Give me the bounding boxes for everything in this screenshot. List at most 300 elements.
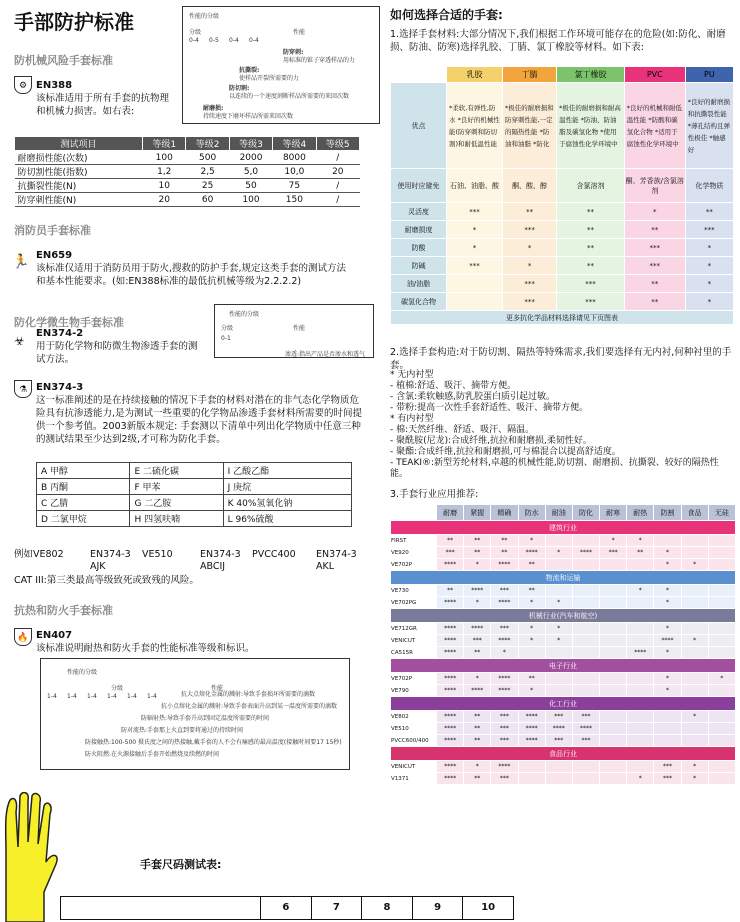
heat-desc: 该标准说明耐热和防火手套的性能标准等级和标识。	[36, 643, 255, 654]
cell: 100	[229, 193, 272, 207]
cell: *	[518, 597, 545, 609]
cell: 8000	[273, 151, 316, 165]
table-row	[15, 179, 360, 193]
cell: ****	[437, 597, 464, 609]
fire-desc: 该标准仅适用于消防员用于防火,搜救的防护手套,规定这类手套的测试方法和基本性能要求。(如:EN388标准的最低抗机械等级为2.2.2.2)	[36, 263, 347, 287]
cell	[708, 635, 735, 647]
row-label: 碳氢化合物	[391, 293, 447, 311]
ex-code: AKL	[316, 561, 335, 572]
cell: 10,0	[273, 165, 316, 179]
group-band: 建筑行业	[391, 521, 736, 535]
cell: ***	[447, 257, 503, 275]
cell: *	[654, 585, 681, 597]
cell	[572, 773, 599, 785]
ind-header: 防水	[518, 505, 545, 521]
cell	[447, 275, 503, 293]
use-cell: 酮、酸、醇	[503, 169, 557, 203]
cell	[600, 635, 627, 647]
use-cell: 酮、芳香族/含氯溶剂	[624, 169, 685, 203]
cell: /	[316, 193, 359, 207]
note: 用标准的锥子穿透样品的力	[283, 57, 356, 64]
flask-icon: ⚗	[14, 380, 32, 398]
product-name: VE510	[391, 723, 437, 735]
cell: ***	[624, 257, 685, 275]
th-blank	[391, 67, 447, 83]
cell	[572, 685, 599, 697]
cell: **	[557, 221, 625, 239]
micro-heading: 防化学微生物手套标准	[14, 316, 124, 329]
cell	[681, 623, 708, 635]
cell: *	[654, 623, 681, 635]
list-item: - TEAKI®:新型芳纶材料,卓越的机械性能,防切割、耐磨损、抗撕裂、较好的隔热性能。	[390, 458, 719, 479]
cell: ****	[491, 761, 518, 773]
group-band: 电子行业	[391, 659, 736, 673]
cell	[600, 585, 627, 597]
cell	[681, 685, 708, 697]
material-header: PU	[685, 67, 733, 83]
product-name: VE702P	[391, 559, 437, 571]
cell: ***	[491, 585, 518, 597]
cell: ****	[437, 773, 464, 785]
cell	[518, 647, 545, 659]
cell: ***	[503, 221, 557, 239]
cell: E 二硫化碳	[130, 463, 223, 479]
cell: **	[685, 203, 733, 221]
size-cell: 10	[481, 902, 496, 913]
th: 等级5	[316, 137, 359, 151]
cell: ***	[464, 635, 491, 647]
cell: *	[518, 535, 545, 547]
cell	[654, 535, 681, 547]
adv-cell: *良好的耐磨损和抗撕裂性能 *薄孔结构且弹性极佳 *触感好	[685, 83, 733, 169]
table-row	[391, 673, 736, 685]
cell: 防穿刺性能(N)	[15, 193, 143, 207]
cell: ****	[464, 585, 491, 597]
ind-header: 紧握	[464, 505, 491, 521]
box-note: 渗透:指出产品是否渗水和透气	[285, 351, 366, 358]
cell: *	[464, 559, 491, 571]
table-row	[391, 257, 734, 275]
product-name: VE802	[391, 711, 437, 723]
cell	[572, 635, 599, 647]
cell	[627, 635, 654, 647]
cell	[627, 685, 654, 697]
code: 0-4	[249, 37, 259, 44]
table-row	[391, 275, 734, 293]
code: 1-4	[67, 693, 77, 700]
fire-heading: 消防员手套标准	[14, 224, 91, 237]
cell: ****	[654, 635, 681, 647]
cell: ***	[600, 547, 627, 559]
flame-icon: 🔥	[14, 628, 32, 646]
cell	[627, 673, 654, 685]
cell	[545, 647, 572, 659]
heat-heading: 抗热和防火手套标准	[14, 604, 113, 617]
material-header: 乳胶	[447, 67, 503, 83]
size-cell: 8	[362, 897, 413, 919]
size-cell: 6	[261, 897, 312, 919]
box-perf: 性能	[293, 29, 306, 36]
micro-desc: 用于防化学物和防微生物渗透手套的测试方法。	[36, 341, 198, 365]
cell: ***	[503, 293, 557, 311]
table-row	[15, 151, 360, 165]
cell: B 丙酮	[37, 479, 130, 495]
code: 0-4	[189, 37, 199, 44]
more-note: 更多抗化学品材料选择请见下页图表	[391, 311, 734, 325]
cell	[654, 711, 681, 723]
cell: ***	[624, 239, 685, 257]
box-label: 性能的分级	[189, 13, 220, 20]
cell: ****	[491, 635, 518, 647]
page-title: 手部防护标准	[14, 10, 134, 34]
size-label: 手套尺码测试表:	[140, 858, 222, 871]
list-item: - 植棉:舒适、吸汗、摘带方便。	[390, 381, 517, 391]
cell: ****	[545, 723, 572, 735]
ind-header: 防化	[572, 505, 599, 521]
cell	[600, 559, 627, 571]
cell: ****	[572, 723, 599, 735]
cell: ***	[545, 711, 572, 723]
choose-title: 如何选择合适的手套:	[390, 8, 503, 22]
note: 以连续的一个速度割断样品所需要的来回次数	[229, 93, 350, 100]
cell: 50	[229, 179, 272, 193]
product-name: PVCC600/400	[391, 735, 437, 747]
industry-table	[390, 504, 736, 785]
cell	[627, 711, 654, 723]
gear-icon: ⚙	[14, 76, 32, 94]
cell: ****	[491, 597, 518, 609]
group-band: 物流和运输	[391, 571, 736, 585]
cell: **	[518, 673, 545, 685]
cell: 20	[143, 193, 186, 207]
cell: *	[464, 597, 491, 609]
size-cell: 9	[413, 897, 464, 919]
cell: ****	[518, 547, 545, 559]
row-label: 耐磨损度	[391, 221, 447, 239]
cell	[708, 547, 735, 559]
th: 等级4	[273, 137, 316, 151]
cell: ***	[503, 275, 557, 293]
cell	[572, 647, 599, 659]
cell: *	[447, 221, 503, 239]
chem-desc: 这一标准阐述的是在持续接触的情况下手套的材料对潜在的非气态化学物质危险具有抗渗透能力,是为测试一些重要的化学物品渗透手套材料所需要的时间提供一个参考值。2003新版本规定: 手套测以下清单中列出化学物质中任意三种的测试结果至少达到2级,才可称为防化手套。	[36, 395, 363, 445]
adv-cell: *极佳的耐磨损和防穿刺性能,一定的隔热性能 *防油和油脂 *防化	[503, 83, 557, 169]
std-en659: EN659	[36, 250, 73, 261]
material-table	[390, 66, 734, 325]
cell: ****	[437, 711, 464, 723]
cell: ***	[447, 203, 503, 221]
en388-table	[14, 136, 360, 207]
note: 防辐射热:导致手套升高到固定温度所需要的时间	[141, 715, 270, 722]
product-name: VE730	[391, 585, 437, 597]
list-item: * 有内衬型	[390, 414, 434, 424]
cell: *	[685, 293, 733, 311]
cell	[447, 293, 503, 311]
th: 等级2	[186, 137, 229, 151]
box-label: 性能的分级	[67, 669, 98, 676]
note: 抗大点熔化金属的溅射:导致手套损坏所需要的滴数	[181, 691, 316, 698]
material-header: 丁腈	[503, 67, 557, 83]
box-perf: 性能	[211, 685, 224, 692]
cell: *	[627, 773, 654, 785]
cell: *	[654, 673, 681, 685]
cell: *	[624, 203, 685, 221]
cell	[600, 761, 627, 773]
list-item: - 带粉:提高一次性手套舒适性、吸汗、摘带方便。	[390, 403, 589, 413]
cell: *	[464, 673, 491, 685]
cell: 100	[143, 151, 186, 165]
table-row	[391, 723, 736, 735]
cell: ***	[557, 293, 625, 311]
cell	[681, 547, 708, 559]
table-row	[391, 635, 736, 647]
cell: 耐磨损性能(次数)	[15, 151, 143, 165]
cell	[600, 673, 627, 685]
cell	[681, 723, 708, 735]
cell: 5,0	[229, 165, 272, 179]
cell: ****	[518, 711, 545, 723]
cell: **	[464, 647, 491, 659]
cell	[708, 585, 735, 597]
cell: *	[654, 685, 681, 697]
list-item: - 含氯:柔软触感,防乳胶蛋白质引起过敏。	[390, 392, 556, 402]
ind-header: 食品	[681, 505, 708, 521]
cell: H 四氢呋喃	[130, 511, 223, 527]
cell: ****	[491, 559, 518, 571]
cell: **	[624, 221, 685, 239]
cell: **	[464, 547, 491, 559]
mech-desc: 该标准适用于所有手套的抗物理和机械力损害。如右表:	[36, 93, 170, 117]
cell	[708, 761, 735, 773]
cat-note: CAT III:第三类最高等级致死或致残的风险。	[14, 575, 199, 586]
code: 1-4	[127, 693, 137, 700]
cell	[627, 623, 654, 635]
chem-table	[36, 462, 352, 527]
cell: *	[708, 673, 735, 685]
cell: 60	[186, 193, 229, 207]
cell: ****	[491, 673, 518, 685]
group-band: 食品行业	[391, 747, 736, 761]
cell	[545, 685, 572, 697]
ind-header: 防割	[654, 505, 681, 521]
cell: *	[654, 559, 681, 571]
cell: ****	[491, 685, 518, 697]
row-label: 油/油脂	[391, 275, 447, 293]
cell: **	[437, 585, 464, 597]
code: 0-4	[229, 37, 239, 44]
cell	[600, 647, 627, 659]
cell: *	[685, 257, 733, 275]
cell: ****	[437, 647, 464, 659]
table-row	[391, 221, 734, 239]
ind-header: 精确	[491, 505, 518, 521]
product-name: FIRST	[391, 535, 437, 547]
cell	[518, 761, 545, 773]
product-name: VENICUT	[391, 761, 437, 773]
table-row	[391, 239, 734, 257]
ind-header: 耐寒	[600, 505, 627, 521]
cell	[681, 535, 708, 547]
cell: D 二氯甲烷	[37, 511, 130, 527]
group-band: 化工行业	[391, 697, 736, 711]
th: 等级1	[143, 137, 186, 151]
use-cell: 化学物质	[685, 169, 733, 203]
row-label: 优点	[391, 83, 447, 169]
cell: **	[624, 293, 685, 311]
std-en3742: EN374-2	[36, 328, 84, 339]
cell: /	[316, 151, 359, 165]
cell: **	[503, 203, 557, 221]
cell	[708, 597, 735, 609]
choose-p1: 1.选择手套材料:大部分情况下,我们根据工作环境可能存在的危险(如:防化、耐磨损、防油、防寒)选择乳胶、丁腈、氯丁橡胶等材料。如下表:	[390, 29, 726, 53]
cell: *	[503, 239, 557, 257]
en3742-box	[214, 304, 374, 358]
cell: ****	[437, 673, 464, 685]
cell: *	[681, 773, 708, 785]
table-row	[391, 711, 736, 723]
choose-p3: 3.手套行业应用推荐:	[390, 489, 479, 500]
cell: **	[624, 275, 685, 293]
cell: *	[654, 597, 681, 609]
use-cell: 石油、油脂、酸	[447, 169, 503, 203]
cell	[681, 735, 708, 747]
ind-header: 耐热	[627, 505, 654, 521]
cell	[572, 761, 599, 773]
cell: *	[518, 635, 545, 647]
cell: J 庚烷	[223, 479, 351, 495]
cell	[708, 723, 735, 735]
cell: ****	[437, 635, 464, 647]
code: 1-4	[107, 693, 117, 700]
en388-box	[182, 6, 380, 124]
cell: **	[518, 559, 545, 571]
cell: ****	[437, 735, 464, 747]
cell: /	[316, 179, 359, 193]
cell	[681, 597, 708, 609]
list-item: - 棉:天然纤维、舒适、吸汗、隔温。	[390, 425, 535, 435]
en407-box	[40, 658, 350, 770]
cell	[600, 711, 627, 723]
cell: **	[464, 723, 491, 735]
cell: 75	[273, 179, 316, 193]
cell: ***	[491, 723, 518, 735]
cell: *	[503, 257, 557, 275]
std-en388: EN388	[36, 80, 73, 91]
product-name: VE712GR	[391, 623, 437, 635]
cell	[600, 773, 627, 785]
cell: *	[518, 685, 545, 697]
material-header: PVC	[624, 67, 685, 83]
cell: *	[681, 559, 708, 571]
product-name: VE790	[391, 685, 437, 697]
cell	[627, 761, 654, 773]
example-label: 例如VE802	[14, 549, 64, 560]
table-row	[391, 735, 736, 747]
cell: *	[685, 275, 733, 293]
cell: 10	[143, 179, 186, 193]
note: 防穿刺:	[283, 49, 304, 56]
cell	[627, 723, 654, 735]
cell: *	[545, 623, 572, 635]
code: 0-5	[209, 37, 219, 44]
adv-cell: *柔软,有弹性,防水 *良好的机械性能(防穿刺和防切割)和耐低温性能	[447, 83, 503, 169]
note: 防切割:	[229, 85, 250, 92]
cell: ***	[437, 547, 464, 559]
cell: ****	[437, 623, 464, 635]
product-name: VE920	[391, 547, 437, 559]
firefighter-icon: 🏃	[12, 254, 30, 270]
row-label: 使用时应避免	[391, 169, 447, 203]
table-row	[391, 585, 736, 597]
table-row	[391, 293, 734, 311]
cell	[600, 723, 627, 735]
cell: *	[685, 239, 733, 257]
cell: ****	[627, 647, 654, 659]
cell	[545, 535, 572, 547]
code: 1-4	[147, 693, 157, 700]
cell: ****	[437, 723, 464, 735]
cell: *	[491, 647, 518, 659]
cell	[654, 735, 681, 747]
cell: ***	[491, 735, 518, 747]
cell: ****	[572, 547, 599, 559]
cell: **	[491, 547, 518, 559]
cell	[545, 559, 572, 571]
cell: *	[545, 547, 572, 559]
cell: ***	[654, 761, 681, 773]
product-name: VENICUT	[391, 635, 437, 647]
th: 等级3	[229, 137, 272, 151]
cell	[572, 535, 599, 547]
biohazard-icon: ☣	[14, 334, 25, 348]
cell: **	[464, 773, 491, 785]
cell: ****	[437, 685, 464, 697]
cell	[627, 597, 654, 609]
table-row	[391, 623, 736, 635]
cell: *	[545, 635, 572, 647]
product-name: V1371	[391, 773, 437, 785]
list-item: * 无内衬型	[390, 370, 434, 380]
table-row	[391, 761, 736, 773]
ex-label: PVCC400	[252, 549, 296, 560]
cell: ***	[685, 221, 733, 239]
cell: *	[681, 761, 708, 773]
cell: I 乙酸乙酯	[223, 463, 351, 479]
std-en3743: EN374-3	[36, 382, 84, 393]
material-header: 氯丁橡胶	[557, 67, 625, 83]
std-en407: EN407	[36, 630, 73, 641]
ind-header	[391, 505, 437, 521]
cell: *	[545, 597, 572, 609]
cell	[681, 585, 708, 597]
cell: F 甲苯	[130, 479, 223, 495]
cell	[545, 761, 572, 773]
row-label: 防碱	[391, 257, 447, 275]
cell	[572, 597, 599, 609]
cell: ***	[491, 711, 518, 723]
note: 耐磨损:	[203, 105, 224, 112]
box-range: 0-1	[221, 335, 231, 342]
table-row	[15, 165, 360, 179]
box-levels: 分级	[221, 325, 234, 332]
cell: *	[600, 535, 627, 547]
cell: L 96%硫酸	[223, 511, 351, 527]
cell: *	[464, 761, 491, 773]
cell	[708, 711, 735, 723]
cell: 2,5	[186, 165, 229, 179]
adv-cell: *良好的机械和耐低温性能 *防酸和碳氢化合物 *适用于腐蚀性化学环境中	[624, 83, 685, 169]
cell	[627, 735, 654, 747]
